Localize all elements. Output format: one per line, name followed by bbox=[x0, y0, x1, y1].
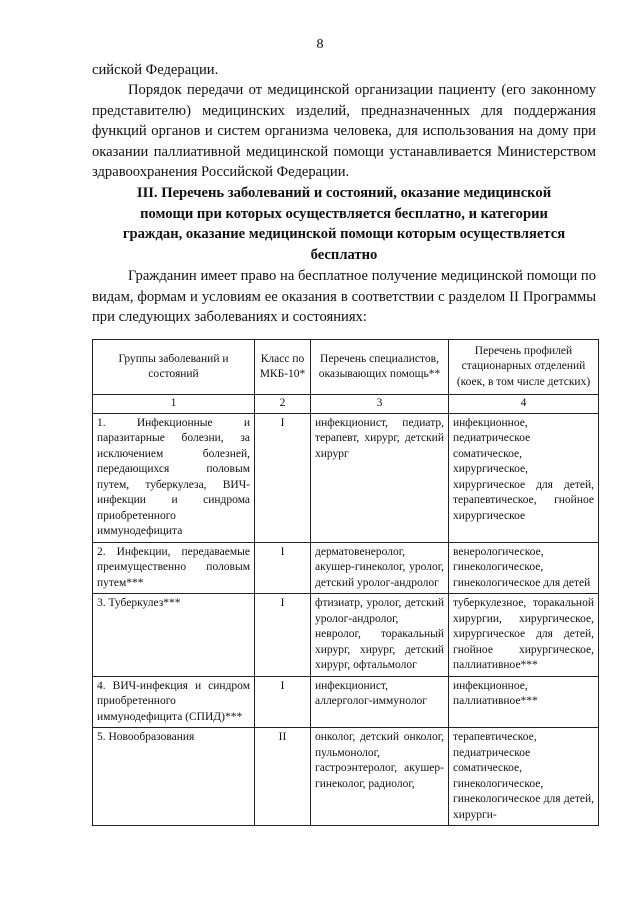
cell-ward-profiles: инфекционное, паллиативное*** bbox=[449, 676, 599, 728]
cell-icd-class: I bbox=[255, 676, 311, 728]
cell-ward-profiles: туберкулезное, торакальной хирургии, хирургическое, хирургическое для детей, гнойное хирургическое, паллиативное*** bbox=[449, 594, 599, 677]
paragraph-continuation: сийской Федерации. bbox=[92, 62, 219, 78]
cell-ward-profiles: венерологическое, гинекологическое, гинекологическое для детей bbox=[449, 542, 599, 594]
paragraph-intro: Гражданин имеет право на бесплатное получение медицинской помощи по видам, формам и условиям ее оказания в соответствии с разделом II Программы при следующих заболеваниях и состояниях: bbox=[92, 268, 596, 325]
table-row bbox=[93, 728, 599, 826]
cell-icd-class: I bbox=[255, 542, 311, 594]
cell-icd-class: II bbox=[255, 728, 311, 826]
page-number: 8 bbox=[316, 37, 324, 52]
cell-icd-class: I bbox=[255, 594, 311, 677]
cell-disease-group: 1. Инфекционные и паразитарные болезни, за исключением болезней, передающихся половым путем, туберкулеза, ВИЧ-инфекции и синдрома приобретенного иммунодефицита bbox=[93, 413, 255, 542]
section-heading: III. Перечень заболеваний и состояний, оказание медицинской помощи при которых осуществляется бесплатно, и категории граждан, оказание медицинской помощи которым осуществляется бесплатно bbox=[122, 185, 566, 263]
table-row bbox=[93, 676, 599, 728]
cell-specialists: онколог, детский онколог, пульмонолог, гастроэнтеролог, акушер-гинеколог, радиолог, bbox=[311, 728, 449, 826]
paragraph-device-transfer: Порядок передачи от медицинской организации пациенту (его законному представителю) медицинских изделий, предназначенных для поддержания функций органов и систем организма человека, для использования на дому при оказании паллиативной медицинской помощи устанавливается Министерством здравоохранения Российской Федерации. bbox=[92, 82, 596, 180]
header-specialists: Перечень специалистов, оказывающих помощь** bbox=[311, 340, 449, 395]
cell-disease-group: 4. ВИЧ-инфекция и синдром приобретенного иммунодефицита (СПИД)*** bbox=[93, 676, 255, 728]
column-number: 2 bbox=[255, 395, 311, 414]
column-number: 1 bbox=[93, 395, 255, 414]
header-icd-class: Класс по МКБ-10* bbox=[255, 340, 311, 395]
cell-specialists: инфекционист, аллерголог-иммунолог bbox=[311, 676, 449, 728]
diseases-table bbox=[92, 339, 599, 826]
cell-specialists: инфекционист, педиатр, терапевт, хирург, детский хирург bbox=[311, 413, 449, 542]
table-row bbox=[93, 413, 599, 542]
table-row bbox=[93, 594, 599, 677]
cell-disease-group: 2. Инфекции, передаваемые преимущественно половым путем*** bbox=[93, 542, 255, 594]
cell-specialists: фтизиатр, уролог, детский уролог-андролог, невролог, торакальный хирург, хирург, детский хирург, офтальмолог bbox=[311, 594, 449, 677]
cell-ward-profiles: инфекционное, педиатрическое соматическое, хирургическое, хирургическое для детей, терапевтическое, гнойное хирургическое bbox=[449, 413, 599, 542]
table-header-row bbox=[93, 340, 599, 395]
cell-specialists: дерматовенеролог, акушер-гинеколог, уролог, детский уролог-андролог bbox=[311, 542, 449, 594]
cell-icd-class: I bbox=[255, 413, 311, 542]
column-number: 3 bbox=[311, 395, 449, 414]
cell-disease-group: 3. Туберкулез*** bbox=[93, 594, 255, 677]
cell-disease-group: 5. Новообразования bbox=[93, 728, 255, 826]
header-disease-group: Группы заболеваний и состояний bbox=[93, 340, 255, 395]
column-number: 4 bbox=[449, 395, 599, 414]
header-ward-profiles: Перечень профилей стационарных отделений (коек, в том числе детских) bbox=[449, 340, 599, 395]
table-row bbox=[93, 542, 599, 594]
cell-ward-profiles: терапевтическое, педиатрическое соматическое, гинекологическое, гинекологическое для детей, хирурги- bbox=[449, 728, 599, 826]
column-number-row bbox=[93, 395, 599, 414]
